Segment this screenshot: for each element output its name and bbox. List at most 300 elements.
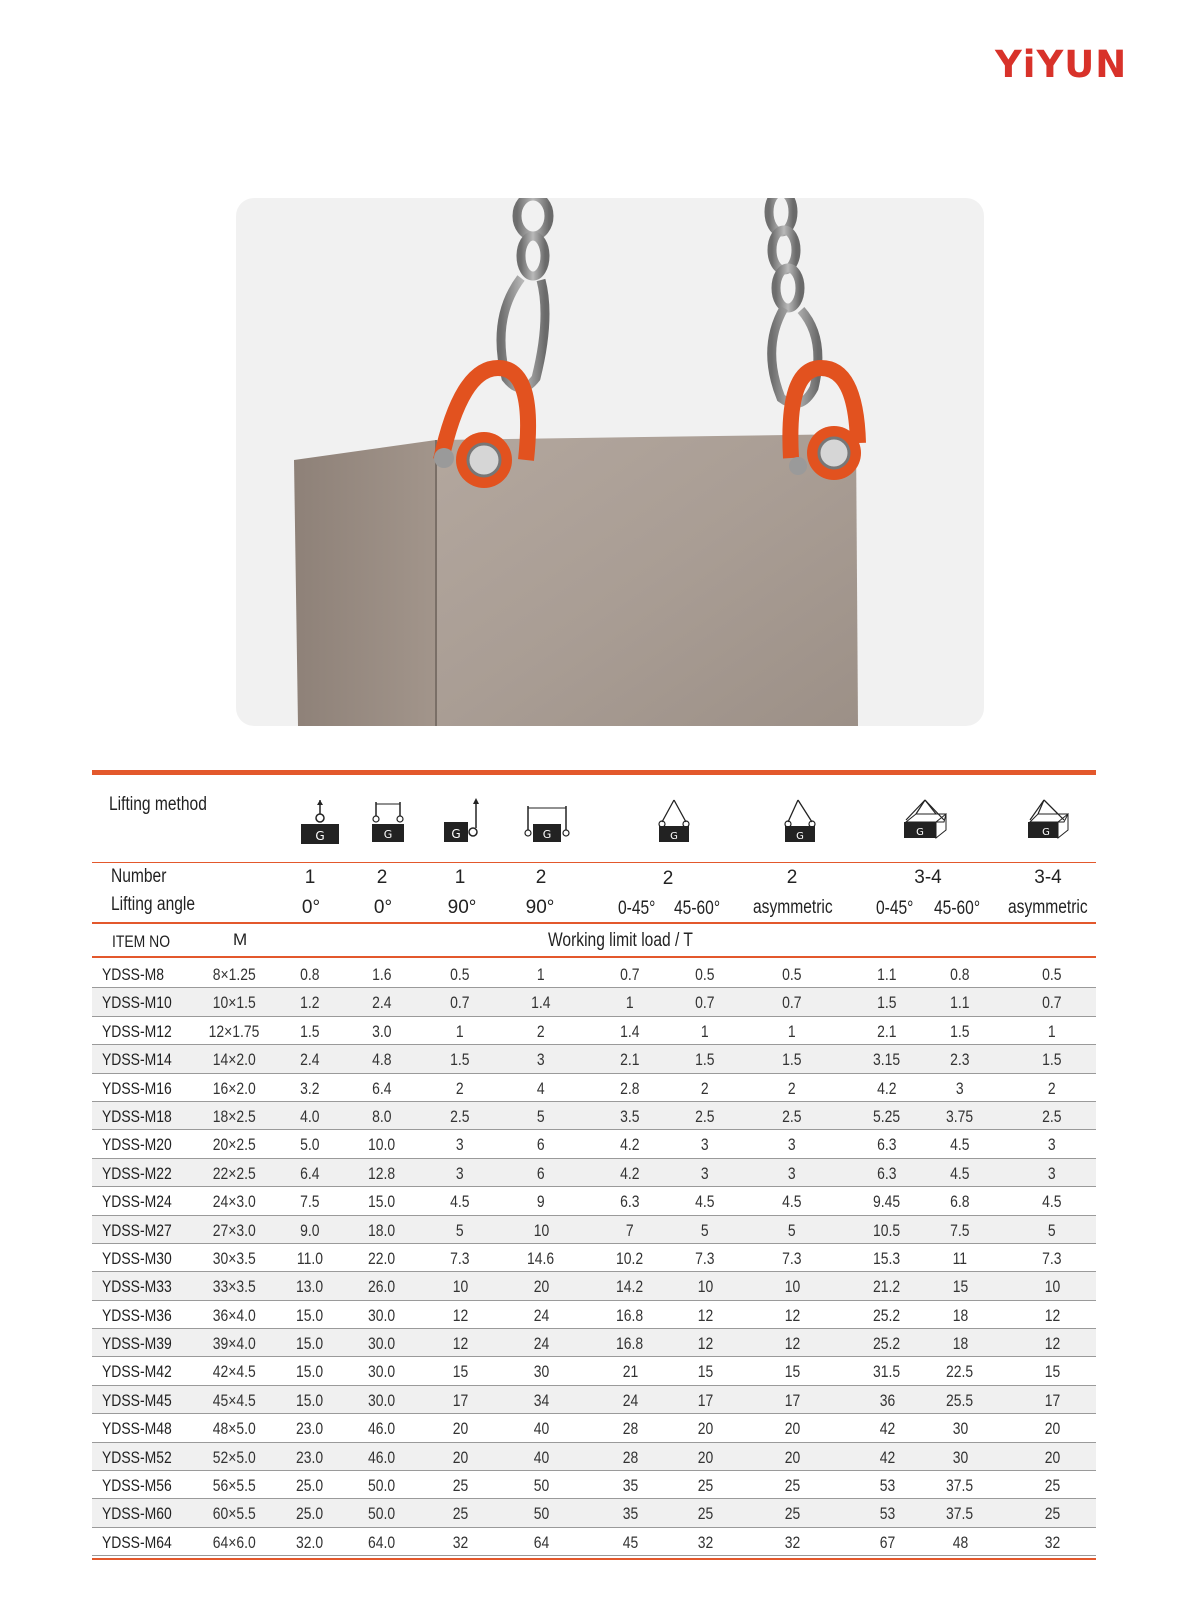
wll-value-cell: [420, 1017, 500, 1045]
cell-text: 18: [952, 1305, 968, 1325]
cell-text: YDSS-M16: [102, 1078, 172, 1098]
wll-value-cell: [752, 1272, 832, 1300]
four-leg-asymmetric-lift-icon: [1024, 798, 1070, 844]
method-angle: 90°: [525, 897, 555, 918]
cell-text: 4.5: [1042, 1192, 1062, 1212]
wll-value-cell: [342, 1216, 422, 1244]
cell-text: 22.5: [946, 1362, 974, 1382]
wll-value-cell: [590, 1187, 670, 1215]
item-no-cell: [102, 1414, 187, 1442]
wll-value-cell: [752, 1216, 832, 1244]
wll-value-cell: [1012, 1443, 1092, 1471]
wll-value-cell: [501, 1386, 581, 1414]
thread-size-cell: [194, 960, 274, 988]
cell-text: 23.0: [296, 1419, 324, 1439]
cell-text: 67: [879, 1532, 895, 1552]
thread-size-cell: [194, 1187, 274, 1215]
cell-text: YDSS-M27: [102, 1220, 172, 1240]
table-row: [92, 1102, 1096, 1130]
cell-text: 15: [952, 1277, 968, 1297]
cell-text: 25: [1044, 1504, 1060, 1524]
wll-value-cell: [590, 1159, 670, 1187]
wll-value-cell: [590, 1357, 670, 1385]
item-no-cell: [102, 1329, 187, 1357]
wll-value-cell: [501, 1074, 581, 1102]
wll-value-cell: [342, 988, 422, 1016]
thread-size-cell: [194, 988, 274, 1016]
wll-value-cell: [501, 1216, 581, 1244]
wll-value-cell: [420, 1074, 500, 1102]
wll-value-cell: [501, 1187, 581, 1215]
cell-text: YDSS-M52: [102, 1447, 172, 1467]
cell-text: 20: [697, 1447, 713, 1467]
cell-text: 7.5: [300, 1192, 320, 1212]
method-angle: 45-60°: [934, 898, 981, 919]
cell-text: 40: [533, 1447, 549, 1467]
cell-text: 1.5: [877, 993, 897, 1013]
wll-value-cell: [920, 1216, 1000, 1244]
wll-value-cell: [270, 1329, 350, 1357]
cell-text: 1: [537, 965, 545, 984]
wll-value-cell: [420, 988, 500, 1016]
method-angle: 45-60°: [674, 898, 721, 919]
thread-size-cell: [194, 1017, 274, 1045]
table-top-rule: [92, 770, 1096, 775]
cell-text: 60×5.5: [212, 1504, 256, 1524]
cell-text: 2: [788, 1078, 796, 1098]
table-row: [92, 1443, 1096, 1471]
method-number: 1: [454, 867, 466, 888]
cell-text: 4.5: [950, 1135, 970, 1155]
cell-text: 10.5: [873, 1220, 901, 1240]
wll-value-cell: [665, 1017, 745, 1045]
cell-text: 45×4.5: [212, 1390, 256, 1410]
wll-value-cell: [1012, 1130, 1092, 1158]
wll-value-cell: [665, 1102, 745, 1130]
method-angle: 0°: [373, 897, 393, 918]
cell-text: 1: [626, 993, 634, 1013]
wll-value-cell: [420, 1528, 500, 1556]
cell-text: 12: [452, 1305, 468, 1325]
cell-text: 15.0: [296, 1334, 324, 1354]
wll-value-cell: [270, 1045, 350, 1073]
wll-header: [548, 930, 693, 952]
cell-text: 56×5.5: [212, 1476, 256, 1496]
cell-text: 24: [533, 1334, 549, 1354]
table-row: [92, 1528, 1096, 1556]
cell-text: 3: [701, 1163, 709, 1183]
cell-text: 50: [533, 1476, 549, 1496]
wll-value-cell: [590, 1329, 670, 1357]
table-row: [92, 1499, 1096, 1527]
wll-value-cell: [847, 1159, 927, 1187]
wll-value-cell: [420, 1329, 500, 1357]
wll-value-cell: [665, 1301, 745, 1329]
cell-text: 13.0: [296, 1277, 324, 1297]
cell-text: 0.8: [300, 965, 320, 984]
cell-text: 16.8: [616, 1305, 644, 1325]
cell-text: 30.0: [368, 1305, 396, 1325]
table-row: [92, 1329, 1096, 1357]
cell-text: 30: [952, 1419, 968, 1439]
item-no-cell: [102, 1301, 187, 1329]
item-no-header: ITEM NO: [112, 932, 171, 951]
wll-value-cell: [501, 1414, 581, 1442]
thread-size-cell: [194, 1329, 274, 1357]
cell-text: 0.7: [1042, 993, 1062, 1013]
wll-value-cell: [1012, 1272, 1092, 1300]
cell-text: 30×3.5: [212, 1248, 256, 1268]
header-divider-3: [92, 956, 1096, 958]
cell-text: 1: [1048, 1021, 1056, 1041]
cell-text: 0.7: [620, 965, 640, 984]
wll-label: Working limit load: [548, 930, 671, 951]
cell-text: 5: [701, 1220, 709, 1240]
cell-text: 11.0: [296, 1248, 324, 1268]
wll-value-cell: [665, 1471, 745, 1499]
cell-text: 12: [1044, 1305, 1060, 1325]
cell-text: 28: [622, 1447, 638, 1467]
cell-text: 2.1: [620, 1050, 640, 1070]
cell-text: 15: [452, 1362, 468, 1382]
thread-size-cell: [194, 1357, 274, 1385]
cell-text: 3.0: [372, 1021, 392, 1041]
cell-text: 1.5: [1042, 1050, 1062, 1070]
cell-text: 10: [784, 1277, 800, 1297]
cell-text: 25.2: [873, 1334, 901, 1354]
table-row: [92, 1386, 1096, 1414]
wll-value-cell: [501, 1443, 581, 1471]
method-angle: 0-45°: [618, 898, 656, 919]
wll-value-cell: [920, 1017, 1000, 1045]
cell-text: 25: [452, 1504, 468, 1524]
cell-text: 20: [452, 1447, 468, 1467]
wll-value-cell: [342, 1414, 422, 1442]
cell-text: 3.2: [300, 1078, 320, 1098]
cell-text: 50.0: [368, 1476, 396, 1496]
wll-value-cell: [342, 960, 422, 988]
wll-value-cell: [920, 1329, 1000, 1357]
table-row: [92, 988, 1096, 1016]
header-divider-1: [92, 862, 1096, 863]
cell-text: 3: [788, 1135, 796, 1155]
wll-unit: / T: [674, 930, 693, 951]
cell-text: 20: [533, 1277, 549, 1297]
cell-text: 12: [697, 1334, 713, 1354]
wll-value-cell: [1012, 1357, 1092, 1385]
cell-text: 1.5: [450, 1050, 470, 1070]
wll-value-cell: [665, 988, 745, 1016]
cell-text: YDSS-M42: [102, 1362, 172, 1382]
wll-value-cell: [1012, 1244, 1092, 1272]
double-vertical-lift-icon: [370, 798, 406, 848]
cell-text: 2.1: [877, 1021, 897, 1041]
cell-text: 32: [697, 1532, 713, 1552]
cell-text: 12: [784, 1305, 800, 1325]
wll-value-cell: [847, 1216, 927, 1244]
table-row: [92, 1414, 1096, 1442]
cell-text: 48×5.0: [212, 1419, 256, 1439]
cell-text: 11: [952, 1248, 968, 1268]
cell-text: 1: [788, 1021, 796, 1041]
wll-value-cell: [847, 1130, 927, 1158]
wll-value-cell: [270, 1074, 350, 1102]
wll-value-cell: [847, 1074, 927, 1102]
wll-value-cell: [847, 1528, 927, 1556]
wll-value-cell: [342, 1187, 422, 1215]
wll-value-cell: [665, 1074, 745, 1102]
cell-text: 4.0: [300, 1106, 320, 1126]
method-angle: 0°: [301, 897, 321, 918]
cell-text: 7.3: [1042, 1248, 1062, 1268]
wll-value-cell: [752, 1301, 832, 1329]
wll-value-cell: [501, 1301, 581, 1329]
cell-text: YDSS-M22: [102, 1163, 172, 1183]
cell-text: YDSS-M18: [102, 1106, 172, 1126]
wll-value-cell: [665, 1528, 745, 1556]
table-row: [92, 1187, 1096, 1215]
wll-value-cell: [920, 988, 1000, 1016]
cell-text: 25: [697, 1476, 713, 1496]
cell-text: 35: [622, 1504, 638, 1524]
cell-text: 17: [452, 1390, 468, 1410]
cell-text: 5: [537, 1106, 545, 1126]
cell-text: 18.0: [368, 1220, 396, 1240]
wll-value-cell: [270, 1301, 350, 1329]
wll-value-cell: [342, 1017, 422, 1045]
wll-value-cell: [420, 1471, 500, 1499]
wll-value-cell: [420, 1443, 500, 1471]
svg-text:G: G: [383, 828, 393, 841]
svg-text:G: G: [670, 831, 678, 842]
cell-text: 6: [537, 1163, 545, 1183]
wll-value-cell: [420, 1102, 500, 1130]
cell-text: 1.5: [950, 1021, 970, 1041]
cell-text: 15.0: [296, 1305, 324, 1325]
wll-value-cell: [501, 1159, 581, 1187]
cell-text: 64: [533, 1532, 549, 1552]
cell-text: 50: [533, 1504, 549, 1524]
cell-text: 22.0: [368, 1248, 396, 1268]
cell-text: 3: [788, 1163, 796, 1183]
cell-text: 0.5: [782, 965, 802, 984]
wll-value-cell: [420, 1272, 500, 1300]
cell-text: 20: [1044, 1447, 1060, 1467]
cell-text: 20: [784, 1447, 800, 1467]
cell-text: 30: [952, 1447, 968, 1467]
cell-text: 2.5: [695, 1106, 715, 1126]
wll-value-cell: [1012, 1414, 1092, 1442]
wll-value-cell: [752, 960, 832, 988]
item-no-cell: [102, 960, 178, 988]
wll-value-cell: [665, 1045, 745, 1073]
single-side-pull-lift-icon: [442, 798, 484, 846]
wll-value-cell: [920, 1528, 1000, 1556]
cell-text: YDSS-M24: [102, 1192, 172, 1212]
wll-value-cell: [752, 1329, 832, 1357]
wll-value-cell: [590, 1386, 670, 1414]
cell-text: YDSS-M56: [102, 1476, 172, 1496]
wll-value-cell: [590, 1471, 670, 1499]
cell-text: 0.5: [1042, 965, 1062, 984]
cell-text: 25: [784, 1476, 800, 1496]
lifting-method-label: Lifting method: [109, 794, 207, 815]
cell-text: 2: [537, 1021, 545, 1041]
cell-text: 9.45: [873, 1192, 901, 1212]
wll-value-cell: [420, 1357, 500, 1385]
wll-value-cell: [590, 1017, 670, 1045]
cell-text: 64×6.0: [212, 1532, 256, 1552]
thread-size-cell: [194, 1301, 274, 1329]
cell-text: 3.75: [946, 1106, 974, 1126]
thread-size-cell: [194, 1102, 274, 1130]
method-angle: 0-45°: [876, 898, 914, 919]
wll-value-cell: [847, 1443, 927, 1471]
cell-text: 21: [622, 1362, 638, 1382]
cell-text: 3: [701, 1135, 709, 1155]
wll-value-cell: [270, 960, 350, 988]
cell-text: 10×1.5: [212, 993, 256, 1013]
wll-value-cell: [847, 1187, 927, 1215]
wll-value-cell: [420, 1130, 500, 1158]
cell-text: 25.2: [873, 1305, 901, 1325]
cell-text: 24: [622, 1390, 638, 1410]
cell-text: 4.5: [950, 1163, 970, 1183]
wll-value-cell: [1012, 1102, 1092, 1130]
two-leg-asymmetric-lift-icon: [782, 798, 818, 846]
cell-text: 4.5: [695, 1192, 715, 1212]
method-angle: asymmetric: [753, 897, 833, 918]
wll-value-cell: [342, 1045, 422, 1073]
cell-text: 1.6: [372, 965, 392, 984]
wll-value-cell: [501, 960, 581, 988]
wll-value-cell: [590, 1102, 670, 1130]
single-vertical-lift-icon: [300, 800, 340, 848]
table-row: [92, 1074, 1096, 1102]
cell-text: 24×3.0: [212, 1192, 256, 1212]
thread-size-cell: [194, 1499, 274, 1527]
cell-text: 5: [1048, 1220, 1056, 1240]
wll-value-cell: [920, 1074, 1000, 1102]
wll-value-cell: [270, 1386, 350, 1414]
cell-text: 6.4: [300, 1163, 320, 1183]
wll-value-cell: [501, 1017, 581, 1045]
cell-text: 4.2: [620, 1163, 640, 1183]
cell-text: 42: [879, 1447, 895, 1467]
cell-text: 12: [784, 1334, 800, 1354]
wll-value-cell: [501, 1528, 581, 1556]
wll-value-cell: [501, 1045, 581, 1073]
cell-text: 12×1.75: [208, 1021, 260, 1041]
cell-text: 25: [784, 1504, 800, 1524]
cell-text: 2: [1048, 1078, 1056, 1098]
cell-text: 16.8: [616, 1334, 644, 1354]
cell-text: 15.3: [873, 1248, 901, 1268]
cell-text: 10.2: [616, 1248, 644, 1268]
cell-text: YDSS-M12: [102, 1021, 172, 1041]
wll-value-cell: [342, 1244, 422, 1272]
wll-value-cell: [420, 1187, 500, 1215]
wll-value-cell: [420, 1216, 500, 1244]
cell-text: 0.5: [450, 965, 470, 984]
wll-value-cell: [501, 1329, 581, 1357]
cell-text: 20: [697, 1419, 713, 1439]
wll-value-cell: [590, 1528, 670, 1556]
wll-value-cell: [665, 960, 745, 988]
item-no-cell: [102, 1074, 187, 1102]
cell-text: 25: [1044, 1476, 1060, 1496]
cell-text: 30.0: [368, 1390, 396, 1410]
wll-value-cell: [501, 1102, 581, 1130]
thread-size-cell: [194, 1471, 274, 1499]
cell-text: 27×3.0: [212, 1220, 256, 1240]
wll-value-cell: [847, 1301, 927, 1329]
wll-value-cell: [752, 1159, 832, 1187]
wll-value-cell: [1012, 1074, 1092, 1102]
cell-text: 6.3: [877, 1163, 897, 1183]
cell-text: 50.0: [368, 1504, 396, 1524]
cell-text: YDSS-M60: [102, 1504, 172, 1524]
item-no-cell: [102, 1386, 187, 1414]
wll-value-cell: [1012, 1159, 1092, 1187]
cell-text: 4.2: [620, 1135, 640, 1155]
wll-value-cell: [1012, 1216, 1092, 1244]
cell-text: 48: [952, 1532, 968, 1552]
cell-text: 3: [537, 1050, 545, 1070]
cell-text: 5: [456, 1220, 464, 1240]
cell-text: YDSS-M14: [102, 1050, 172, 1070]
cell-text: 1.4: [620, 1021, 640, 1041]
wll-value-cell: [665, 1216, 745, 1244]
cell-text: 32: [784, 1532, 800, 1552]
wll-value-cell: [342, 1130, 422, 1158]
cell-text: 17: [784, 1390, 800, 1410]
wll-value-cell: [342, 1386, 422, 1414]
cell-text: 5.0: [300, 1135, 320, 1155]
wll-value-cell: [752, 1130, 832, 1158]
item-no-cell: [102, 1130, 187, 1158]
cell-text: 34: [533, 1390, 549, 1410]
cell-text: 25.5: [946, 1390, 974, 1410]
cell-text: 30.0: [368, 1362, 396, 1382]
wll-value-cell: [665, 1386, 745, 1414]
wll-value-cell: [420, 960, 500, 988]
wll-value-cell: [752, 1471, 832, 1499]
cell-text: 20: [784, 1419, 800, 1439]
item-no-cell: [102, 1499, 187, 1527]
cell-text: 1.4: [531, 993, 551, 1013]
item-no-cell: [102, 1443, 187, 1471]
svg-text:G: G: [315, 829, 325, 843]
cell-text: 12: [452, 1334, 468, 1354]
wll-value-cell: [920, 1102, 1000, 1130]
cell-text: 23.0: [296, 1447, 324, 1467]
wll-value-cell: [420, 1244, 500, 1272]
cell-text: 52×5.0: [212, 1447, 256, 1467]
cell-text: 24: [533, 1305, 549, 1325]
table-row: [92, 1130, 1096, 1158]
wll-value-cell: [590, 1045, 670, 1073]
wll-value-cell: [270, 1414, 350, 1442]
cell-text: 6.8: [950, 1192, 970, 1212]
cell-text: 1.5: [300, 1021, 320, 1041]
cell-text: 15.0: [368, 1192, 396, 1212]
table-row: [92, 1045, 1096, 1073]
cell-text: 12: [697, 1305, 713, 1325]
wll-value-cell: [590, 988, 670, 1016]
wll-value-cell: [342, 1074, 422, 1102]
wll-value-cell: [847, 1045, 927, 1073]
